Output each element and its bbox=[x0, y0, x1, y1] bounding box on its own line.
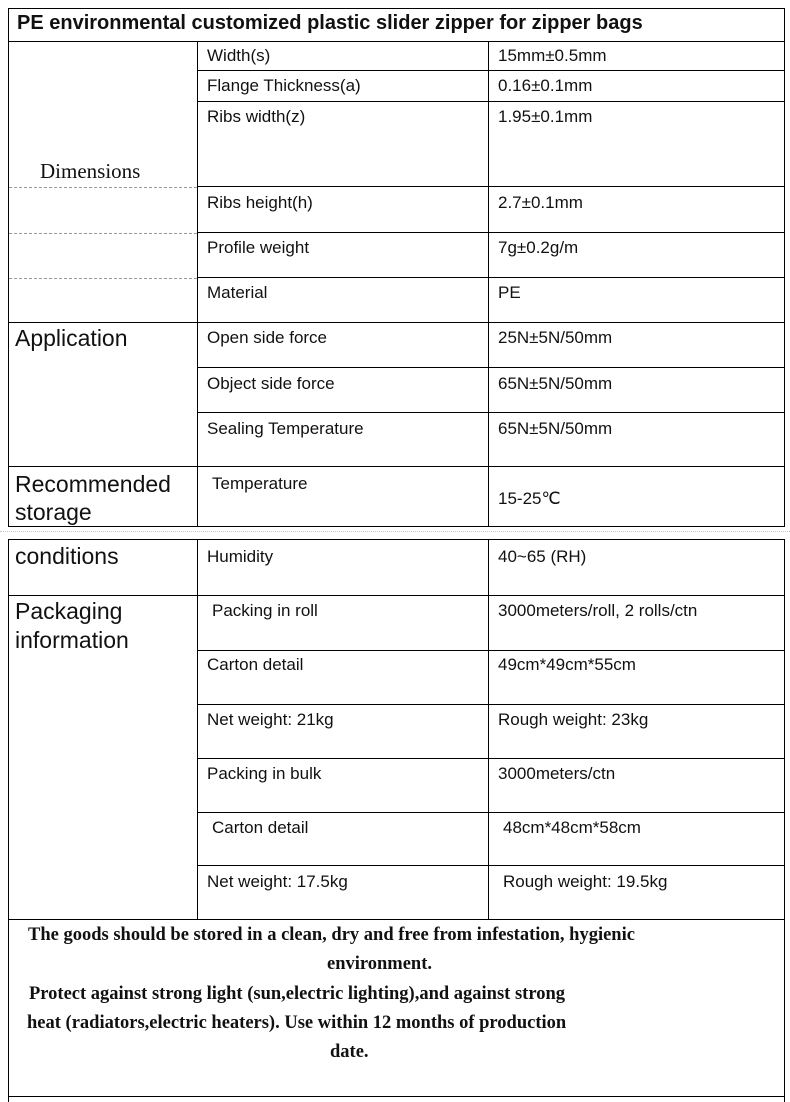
storage-label-line3: conditions bbox=[15, 543, 119, 569]
value-carton-detail-roll: 49cm*49cm*55cm bbox=[498, 655, 636, 674]
param-object-side-force: Object side force bbox=[207, 374, 335, 393]
param-net-weight-roll: Net weight: 21kg bbox=[207, 710, 334, 729]
storage-note-line3: Protect against strong light (sun,electric lighting),and against strong bbox=[29, 984, 565, 1004]
param-profile-weight: Profile weight bbox=[207, 238, 310, 257]
value-open-side-force: 25N±5N/50mm bbox=[498, 328, 613, 347]
value-packing-in-roll: 3000meters/roll, 2 rolls/ctn bbox=[498, 601, 698, 620]
dimensions-label: Dimensions bbox=[40, 159, 141, 183]
param-flange-thickness: Flange Thickness(a) bbox=[207, 76, 361, 95]
value-packing-in-bulk: 3000meters/ctn bbox=[498, 764, 616, 783]
value-width: 15mm±0.5mm bbox=[498, 46, 607, 65]
storage-note-line4: heat (radiators,electric heaters). Use within 12 months of production bbox=[27, 1013, 567, 1033]
value-rough-weight-bulk: Rough weight: 19.5kg bbox=[503, 872, 668, 891]
param-carton-detail-roll: Carton detail bbox=[207, 655, 304, 674]
value-carton-detail-bulk: 48cm*48cm*58cm bbox=[503, 818, 641, 837]
value-flange-thickness: 0.16±0.1mm bbox=[498, 76, 593, 95]
value-profile-weight: 7g±0.2g/m bbox=[498, 238, 579, 257]
storage-note-line2: environment. bbox=[327, 954, 433, 974]
param-temperature: Temperature bbox=[212, 474, 308, 493]
page-title: PE environmental customized plastic slider zipper for zipper bags bbox=[17, 12, 643, 34]
param-material: Material bbox=[207, 283, 268, 302]
param-ribs-height: Ribs height(h) bbox=[207, 193, 313, 212]
param-net-weight-bulk: Net weight: 17.5kg bbox=[207, 872, 348, 891]
storage-label-line2: storage bbox=[15, 499, 92, 525]
storage-label-line1: Recommended bbox=[15, 471, 171, 497]
value-rough-weight-roll: Rough weight: 23kg bbox=[498, 710, 649, 729]
value-object-side-force: 65N±5N/50mm bbox=[498, 374, 613, 393]
storage-note-line1: The goods should be stored in a clean, dry and free from infestation, hygienic bbox=[28, 925, 635, 945]
param-sealing-temperature: Sealing Temperature bbox=[207, 419, 364, 438]
page-break bbox=[0, 527, 790, 536]
value-ribs-width: 1.95±0.1mm bbox=[498, 107, 593, 126]
param-packing-in-roll: Packing in roll bbox=[212, 601, 318, 620]
param-humidity: Humidity bbox=[207, 547, 274, 566]
packaging-label-line1: Packaging bbox=[15, 598, 123, 624]
param-open-side-force: Open side force bbox=[207, 328, 328, 347]
storage-note-line5: date. bbox=[330, 1042, 369, 1062]
value-sealing-temperature: 65N±5N/50mm bbox=[498, 419, 613, 438]
packaging-label-line2: information bbox=[15, 627, 129, 653]
param-carton-detail-bulk: Carton detail bbox=[212, 818, 309, 837]
param-packing-in-bulk: Packing in bulk bbox=[207, 764, 322, 783]
value-material: PE bbox=[498, 283, 521, 302]
param-width: Width(s) bbox=[207, 46, 271, 65]
application-label: Application bbox=[15, 325, 128, 351]
value-humidity: 40~65 (RH) bbox=[498, 547, 587, 566]
value-temperature: 15-25℃ bbox=[498, 489, 561, 508]
value-ribs-height: 2.7±0.1mm bbox=[498, 193, 583, 212]
param-ribs-width: Ribs width(z) bbox=[207, 107, 306, 126]
